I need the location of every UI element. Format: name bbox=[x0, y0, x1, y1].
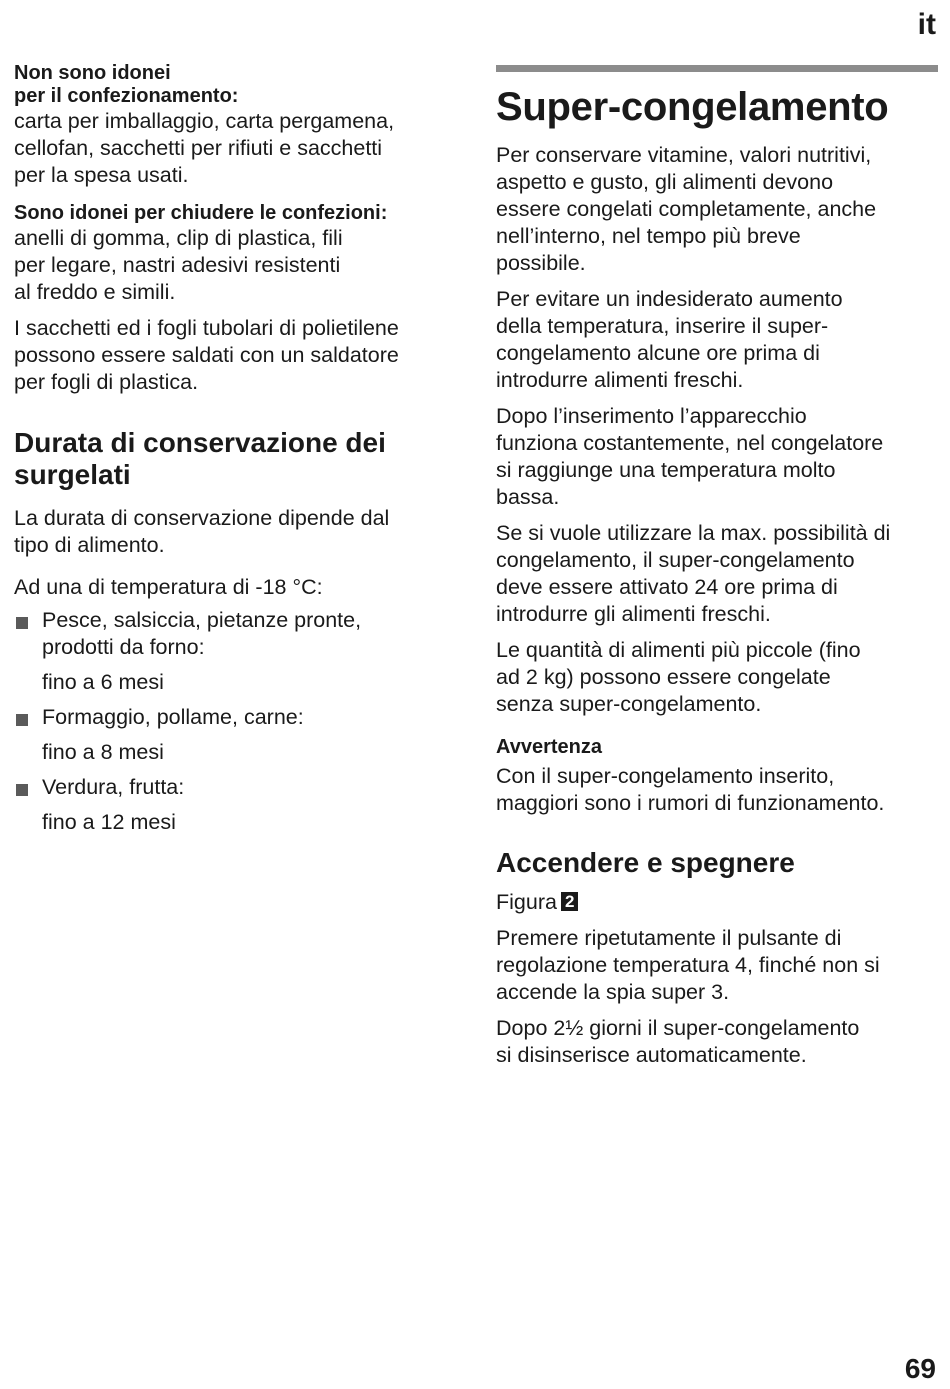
text-line: Dopo 2½ giorni il super-congelamento bbox=[496, 1016, 860, 1040]
text-line: senza super-congelamento. bbox=[496, 692, 762, 716]
right-column bbox=[496, 65, 938, 1069]
text-line: per fogli di plastica. bbox=[14, 370, 199, 394]
text-line: Con il super-congelamento inserito, bbox=[496, 764, 835, 788]
figure-reference bbox=[496, 889, 938, 916]
text-line: funziona costantemente, nel congelatore bbox=[496, 431, 884, 455]
figure-number-badge: 2 bbox=[561, 892, 578, 911]
text-line: cellofan, sacchetti per rifiuti e sacchetti bbox=[14, 136, 383, 160]
language-label: it bbox=[917, 8, 936, 41]
text-line: per legare, nastri adesivi resistenti bbox=[14, 253, 341, 277]
text-line: si raggiunge una temperatura molto bbox=[496, 458, 836, 482]
text-line: della temperatura, inserire il super- bbox=[496, 314, 829, 338]
note-text bbox=[496, 763, 938, 817]
text-line: Per evitare un indesiderato aumento bbox=[496, 287, 843, 311]
storage-heading bbox=[14, 427, 466, 491]
item-duration: fino a 12 mesi bbox=[42, 810, 176, 834]
item-duration: fino a 6 mesi bbox=[42, 670, 164, 694]
text-line: accende la spia super 3. bbox=[496, 980, 730, 1004]
text-line: Le quantità di alimenti più piccole (fino bbox=[496, 638, 861, 662]
bags-paragraph bbox=[14, 315, 466, 396]
text-line: essere congelati completamente, anche bbox=[496, 197, 877, 221]
left-column bbox=[14, 62, 466, 836]
text-line: nell’interno, nel tempo più breve bbox=[496, 224, 801, 248]
text-line: Se si vuole utilizzare la max. possibilità di bbox=[496, 521, 891, 545]
page-number: 69 bbox=[904, 1353, 936, 1384]
text-line: congelamento alcune ore prima di bbox=[496, 341, 820, 365]
text-line: congelamento, il super-congelamento bbox=[496, 548, 855, 572]
text-line: carta per imballaggio, carta pergamena, bbox=[14, 109, 395, 133]
suitable-packaging-title: Sono idonei per chiudere le confezioni: bbox=[14, 202, 388, 224]
item-label: Verdura, frutta: bbox=[42, 775, 185, 799]
paragraph bbox=[496, 286, 938, 394]
paragraph bbox=[496, 403, 938, 511]
square-bullet-icon bbox=[16, 714, 28, 726]
text-line: si disinserisce automaticamente. bbox=[496, 1043, 807, 1067]
storage-intro bbox=[14, 505, 466, 559]
text-line: introdurre gli alimenti freschi. bbox=[496, 602, 771, 626]
section-title: Super-congelamento bbox=[496, 85, 889, 129]
temperature-line: Ad una di temperatura di -18 °C: bbox=[14, 575, 323, 599]
text-line: al freddo e simili. bbox=[14, 280, 176, 304]
text-line: anelli di gomma, clip di plastica, fili bbox=[14, 226, 343, 250]
title-line: per il confezionamento: bbox=[14, 85, 239, 107]
heading-line: Durata di conservazione dei bbox=[14, 427, 386, 458]
paragraph bbox=[496, 142, 938, 277]
switch-heading: Accendere e spegnere bbox=[496, 847, 795, 878]
text-line: tipo di alimento. bbox=[14, 533, 165, 557]
unsuitable-packaging-text bbox=[14, 108, 466, 189]
text-line: possibile. bbox=[496, 251, 586, 275]
text-line: ad 2 kg) possono essere congelate bbox=[496, 665, 831, 689]
text-line: possono essere saldati con un saldatore bbox=[14, 343, 399, 367]
unsuitable-packaging-title bbox=[14, 62, 466, 108]
item-label bbox=[42, 607, 466, 661]
text-line: Per conservare vitamine, valori nutritivi, bbox=[496, 143, 872, 167]
square-bullet-icon bbox=[16, 784, 28, 796]
item-label: Formaggio, pollame, carne: bbox=[42, 705, 304, 729]
text-line: bassa. bbox=[496, 485, 560, 509]
text-line: maggiori sono i rumori di funzionamento. bbox=[496, 791, 885, 815]
list-item bbox=[14, 607, 466, 696]
section-rule bbox=[496, 65, 938, 72]
figure-label: Figura bbox=[496, 890, 557, 914]
text-line: Dopo l’inserimento l’apparecchio bbox=[496, 404, 807, 428]
text-line: Pesce, salsiccia, pietanze pronte, bbox=[42, 608, 362, 632]
text-line: I sacchetti ed i fogli tubolari di polietilene bbox=[14, 316, 399, 340]
item-duration: fino a 8 mesi bbox=[42, 740, 164, 764]
list-item bbox=[14, 704, 466, 766]
text-line: Premere ripetutamente il pulsante di bbox=[496, 926, 842, 950]
text-line: per la spesa usati. bbox=[14, 163, 189, 187]
paragraph bbox=[496, 637, 938, 718]
title-line: Non sono idonei bbox=[14, 62, 171, 84]
text-line: regolazione temperatura 4, finché non si bbox=[496, 953, 880, 977]
paragraph bbox=[496, 925, 938, 1006]
text-line: introdurre alimenti freschi. bbox=[496, 368, 744, 392]
text-line: La durata di conservazione dipende dal bbox=[14, 506, 390, 530]
text-line: prodotti da forno: bbox=[42, 635, 205, 659]
paragraph bbox=[496, 520, 938, 628]
square-bullet-icon bbox=[16, 617, 28, 629]
storage-list bbox=[14, 607, 466, 836]
note-label: Avvertenza bbox=[496, 736, 602, 758]
paragraph bbox=[496, 1015, 938, 1069]
heading-line: surgelati bbox=[14, 459, 131, 490]
list-item bbox=[14, 774, 466, 836]
suitable-packaging-text bbox=[14, 225, 466, 306]
text-line: aspetto e gusto, gli alimenti devono bbox=[496, 170, 834, 194]
text-line: deve essere attivato 24 ore prima di bbox=[496, 575, 838, 599]
